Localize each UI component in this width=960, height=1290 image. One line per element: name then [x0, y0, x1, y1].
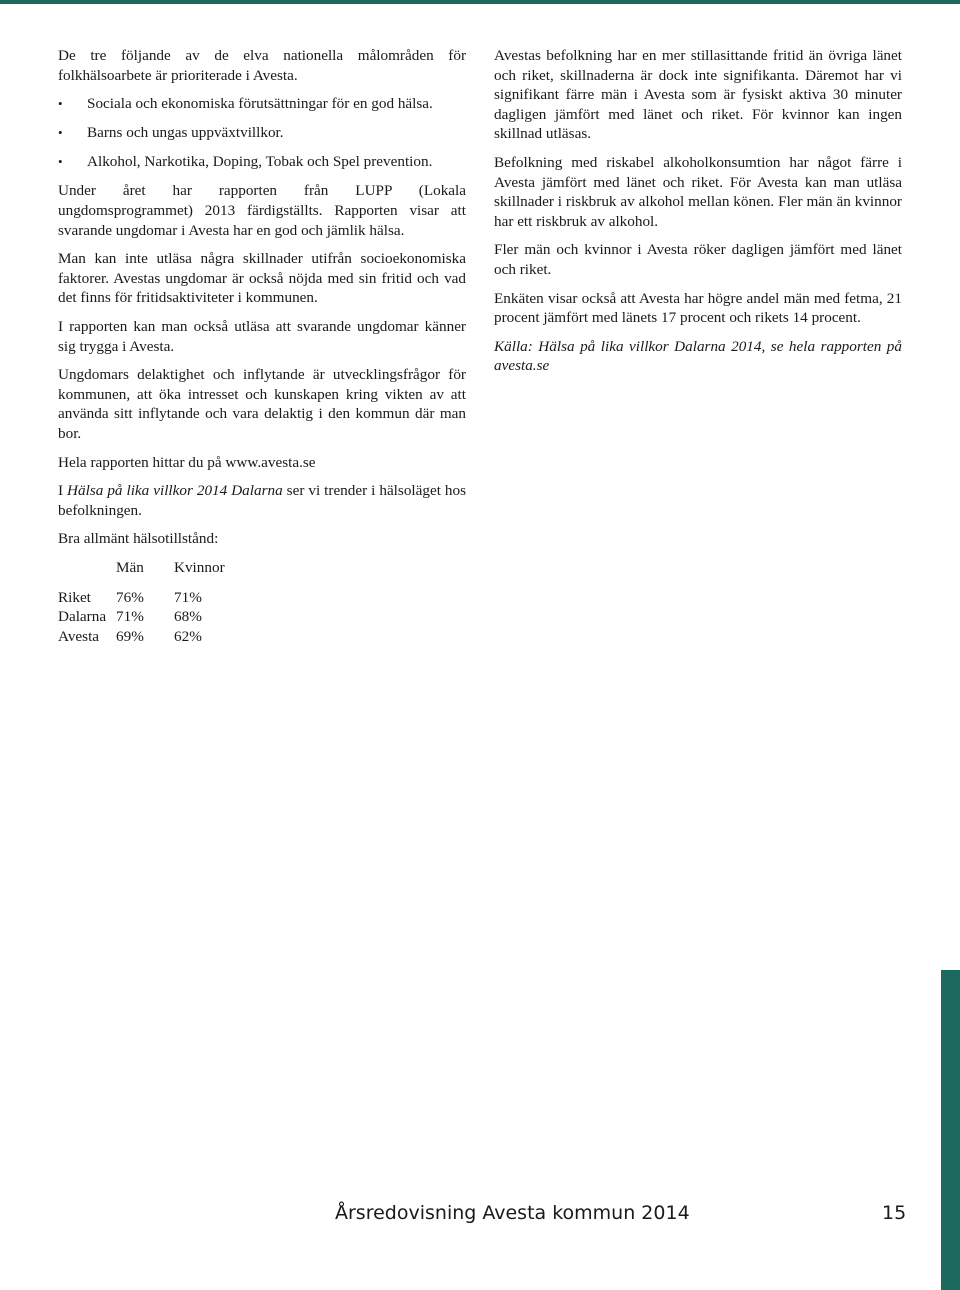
table-row: [58, 627, 254, 647]
table-row: [58, 607, 254, 627]
table-header-row: [58, 558, 254, 578]
table-cell: 69%: [116, 627, 144, 645]
table-cell: Riket: [58, 588, 91, 606]
table-cell: 68%: [174, 608, 202, 626]
table-spacer: [58, 578, 254, 588]
health-heading: Bra allmänt hälsotillstånd:: [58, 530, 219, 548]
table-cell: 71%: [116, 608, 144, 626]
table-cell: 62%: [174, 627, 202, 645]
bullet-icon: •: [58, 154, 63, 170]
priority-list: [58, 94, 466, 172]
table-header-cell: Kvinnor: [174, 558, 225, 576]
page-number: 15: [882, 1202, 907, 1224]
list-item: [58, 152, 466, 172]
list-item: [58, 123, 466, 143]
list-item: [58, 94, 466, 114]
bullet-icon: •: [58, 125, 63, 141]
report-link-paragraph: Hela rapporten hittar du på www.avesta.se: [58, 453, 316, 471]
leisure-paragraph: Avestas befolkning har en mer stillasittande fritid än övriga länet och riket, skillnaderna är dock inte signifikanta. Däremot har vi signifikant färre män i Avesta som är fysiskt aktiva 30 minuter dagligen jämfört med länet och riket. För kvinnor kan ingen skillnad utläsas.: [494, 47, 902, 143]
health-table: [58, 558, 254, 646]
list-item-text: Barns och ungas uppväxtvillkor.: [87, 124, 284, 142]
table-row: [58, 588, 254, 608]
table-cell: Avesta: [58, 627, 100, 645]
source-note: Källa: Hälsa på lika villkor Dalarna 2014, se hela rapporten på avesta.se: [494, 337, 902, 375]
top-accent-rule: [0, 0, 960, 4]
alcohol-paragraph: Befolkning med riskabel alkoholkonsumtion har något färre i Avesta jämfört med länet och riket. För Avesta kan man utläsa skillnader i riskbruk av alkohol mellan könen. Fler män än kvinnor har ett riskbruk av alkohol.: [494, 153, 902, 230]
left-column: [58, 46, 466, 646]
table-header-cell: Män: [116, 558, 144, 576]
influence-paragraph: Ungdomars delaktighet och inflytande är utvecklingsfrågor för kommunen, att öka intresset och kunskapen kring vikten av att använda sitt inflytande och vara delaktig i den kommun där man bor.: [58, 366, 466, 442]
table-header-cell: [58, 558, 116, 578]
intro-paragraph: De tre följande av de elva nationella målområden för folkhälsoarbete är prioriterade i Avesta.: [58, 47, 466, 84]
lupp-paragraph: Under året har rapporten från LUPP (Lokala ungdomsprogrammet) 2013 färdigställts. Rapporten visar att svarande ungdomar i Avesta har en god och jämlik hälsa.: [58, 182, 466, 239]
survey-title: Hälsa på lika villkor 2014 Dalarna: [67, 482, 283, 500]
safety-paragraph: I rapporten kan man också utläsa att svarande ungdomar känner sig trygga i Avesta.: [58, 318, 466, 355]
survey-paragraph: [58, 481, 466, 520]
list-item-text: Alkohol, Narkotika, Doping, Tobak och Spel prevention.: [87, 153, 433, 171]
footer-title: Årsredovisning Avesta kommun 2014: [335, 1202, 690, 1224]
socioeconomic-paragraph: Man kan inte utläsa några skillnader utifrån socioekonomiska faktorer. Avestas ungdomar är också nöjda med sin fritid och vad det finns för fritidsaktiviteter i kommunen.: [58, 250, 466, 307]
list-item-text: Sociala och ekonomiska förutsättningar för en god hälsa.: [87, 95, 433, 113]
table-cell: 71%: [174, 588, 202, 606]
table-cell: 76%: [116, 588, 144, 606]
survey-text-post: ser vi trender i hälsoläget hos befolkningen.: [58, 482, 467, 519]
obesity-paragraph: Enkäten visar också att Avesta har högre andel män med fetma, 21 procent jämfört med länets 17 procent och rikets 14 procent.: [494, 289, 902, 327]
right-column: [494, 46, 902, 385]
smoking-paragraph: Fler män och kvinnor i Avesta röker dagligen jämfört med länet och riket.: [494, 241, 902, 278]
bullet-icon: •: [58, 96, 63, 112]
side-accent-bar: [941, 970, 960, 1290]
table-cell: Dalarna: [58, 608, 107, 626]
survey-text-pre: I: [58, 482, 68, 500]
